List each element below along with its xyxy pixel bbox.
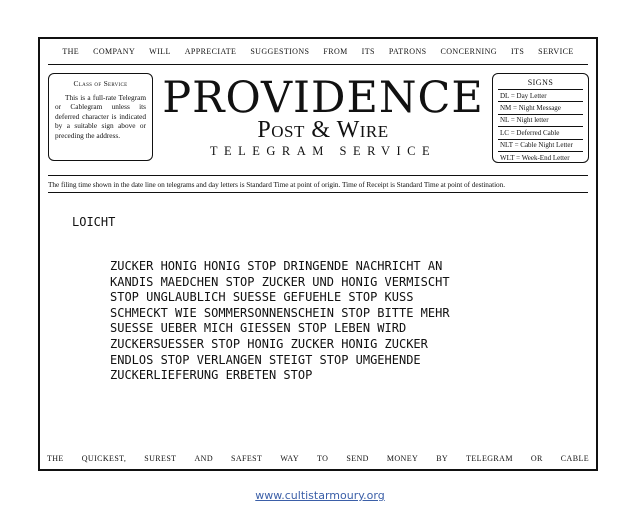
signs-box — [492, 73, 589, 163]
footer-word: SAFEST — [231, 454, 263, 463]
header-word: APPRECIATE — [184, 47, 237, 56]
sign-item: WLT = Week-End Letter — [498, 151, 583, 163]
header-word: SERVICE — [538, 47, 574, 56]
header-word: WILL — [149, 47, 171, 56]
footer-word: QUICKEST, — [81, 454, 127, 463]
footer-word: TO — [317, 454, 329, 463]
footer-word: CABLE — [560, 454, 590, 463]
signs-title: SIGNS — [527, 78, 554, 87]
header-word: ITS — [361, 47, 375, 56]
class-of-service-box — [48, 73, 153, 161]
message-line: ZUCKERLIEFERUNG ERBETEN STOP — [110, 368, 313, 383]
header-notice — [40, 47, 596, 56]
signs-list — [498, 89, 583, 163]
message-line: ENDLOS STOP VERLANGEN STEIGT STOP UMGEHENDE — [110, 352, 421, 367]
filing-rule-top — [48, 175, 588, 176]
footer-word: TELEGRAM — [466, 454, 513, 463]
sign-item: NL = Night letter — [498, 114, 583, 126]
header-word: CONCERNING — [440, 47, 497, 56]
sign-item: DL = Day Letter — [498, 89, 583, 101]
message-line: ZUCKER HONIG HONIG STOP DRINGENDE NACHRICHT AN — [110, 259, 443, 273]
footer-word: WAY — [280, 454, 300, 463]
message-line: KANDIS MAEDCHEN STOP ZUCKER UND HONIG VERMISCHT — [110, 274, 450, 289]
class-of-service-text: This is a full-rate Telegram or Cablegram unless its deferred character is indicated by a suitable sign above or preceding the address. — [55, 92, 146, 140]
filing-rule-bottom — [48, 192, 588, 193]
header-word: ITS — [510, 47, 525, 56]
footer-slogan — [40, 454, 596, 463]
message-line: SCHMECKT WIE SOMMERSONNENSCHEIN STOP BITTE MEHR — [110, 305, 450, 320]
message-line: SUESSE UEBER MICH GIESSEN STOP LEBEN WIRD — [110, 321, 407, 336]
footer-word: SUREST — [144, 454, 177, 463]
class-of-service-title: Class of Service — [73, 79, 128, 88]
brand-tagline: TELEGRAM SERVICE — [209, 144, 437, 158]
footer-word: BY — [436, 454, 449, 463]
telegram-message — [110, 259, 450, 384]
source-link[interactable]: www.cultistarmoury.org — [255, 489, 385, 502]
footer-word: AND — [194, 454, 214, 463]
footer-word: THE — [46, 454, 64, 463]
header-rule — [48, 64, 588, 65]
header-word: SUGGESTIONS — [250, 47, 310, 56]
filing-note: The filing time shown in the date line on telegrams and day letters is Standard Time at point of origin. Time of Receipt is Standard Time at point of destination. — [48, 180, 506, 189]
telegram-form — [38, 37, 598, 471]
header-word: COMPANY — [93, 47, 136, 56]
header-word: FROM — [323, 47, 348, 56]
sign-item: LC = Deferred Cable — [498, 126, 583, 138]
recipient-name: LOICHT — [72, 215, 116, 229]
footer-word: OR — [530, 454, 543, 463]
message-line: STOP UNGLAUBLICH SUESSE GEFUEHLE STOP KUSS — [110, 290, 414, 305]
message-line: ZUCKERSUESSER STOP HONIG ZUCKER HONIG ZUCKER — [110, 336, 428, 351]
header-word: PATRONS — [388, 47, 427, 56]
footer-word: MONEY — [386, 454, 419, 463]
footer-word: SEND — [346, 454, 369, 463]
sign-item: NLT = Cable Night Letter — [498, 139, 583, 151]
header-word: THE — [62, 47, 80, 56]
brand-subtitle: Post & Wire — [257, 117, 389, 143]
brand-name: PROVIDENCE — [162, 73, 484, 123]
sign-item: NM = Night Message — [498, 101, 583, 113]
